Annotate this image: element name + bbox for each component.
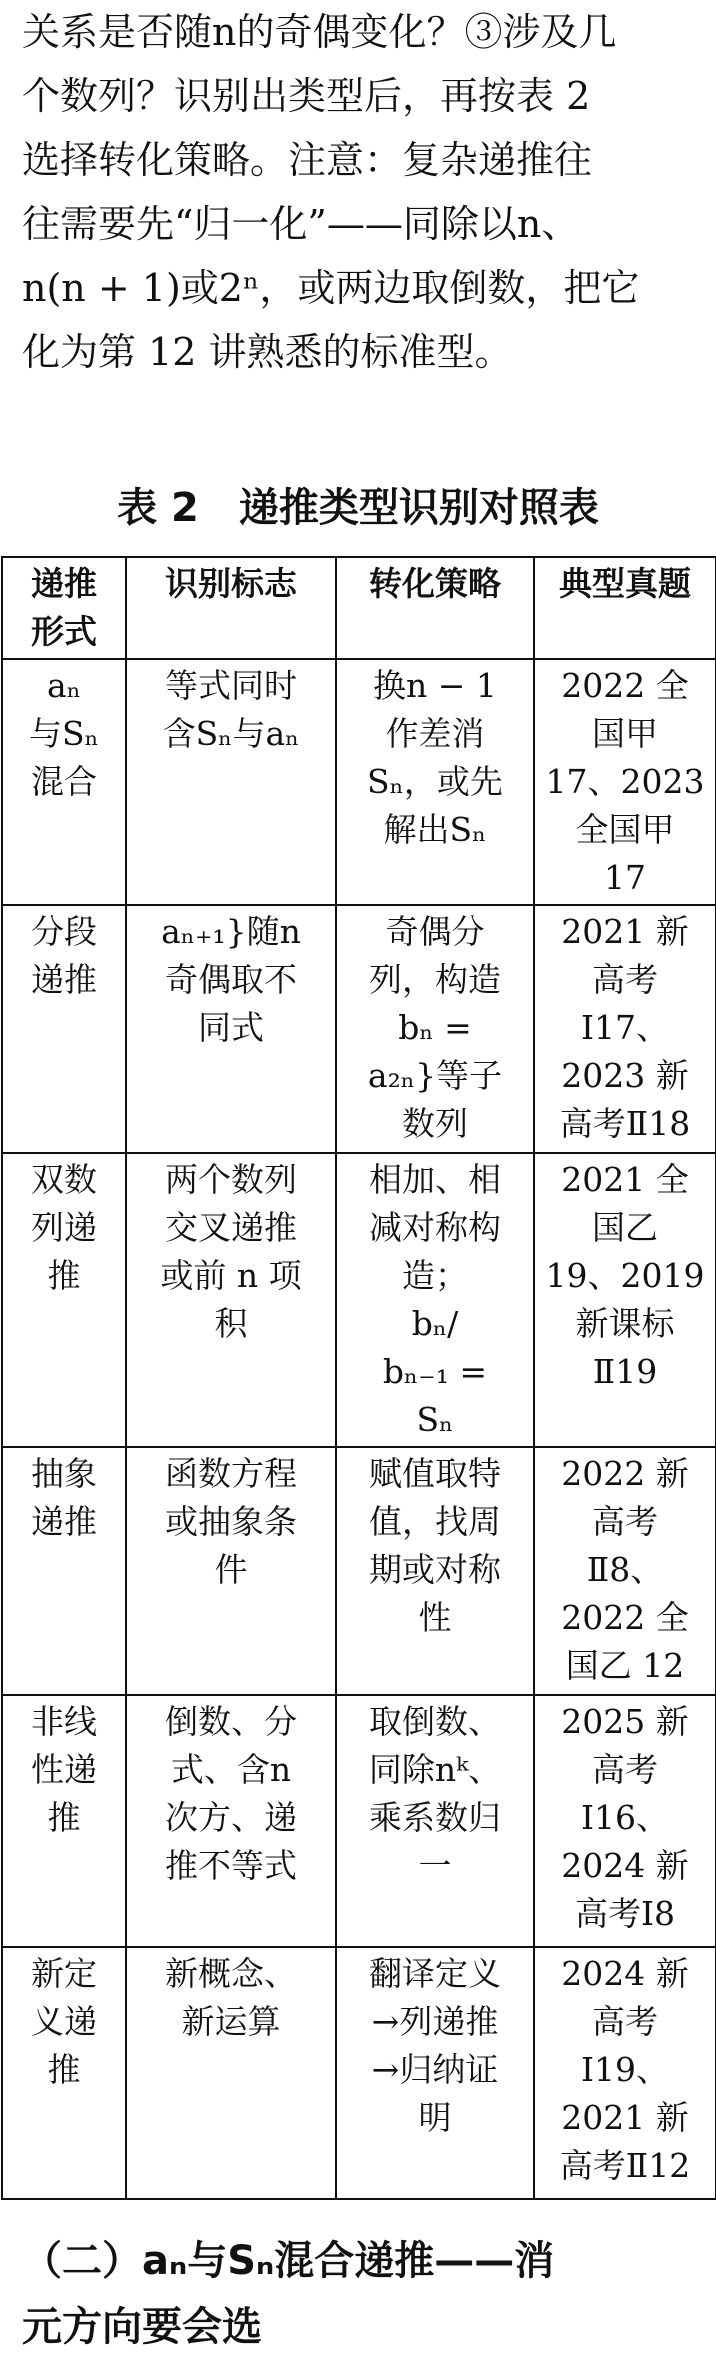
table-cell [336, 1447, 534, 1695]
table-cell-line: 非线 [31, 1702, 97, 1741]
table-cell-line: bₙ/ [411, 1304, 459, 1343]
table-cell-line: Ⅱ8、 [586, 1550, 664, 1589]
table-row [2, 1695, 716, 1947]
table-cell-line: 2024 新 [561, 1954, 689, 1993]
table-cell [534, 1447, 716, 1695]
table-cell-line: 换n − 1 [373, 666, 497, 705]
table-cell-line: 17、2023 [545, 762, 705, 801]
table-cell-line: 17 [604, 858, 646, 897]
header-cell-line: 典型真题 [559, 564, 691, 603]
table-cell-line: 高考 [592, 1750, 658, 1789]
section-heading [22, 2228, 702, 2360]
table-cell-line: 2024 新 [561, 1846, 689, 1885]
table-cell-line: 式、含n [170, 1750, 292, 1789]
table-cell-line: 含Sₙ与aₙ [162, 714, 300, 753]
table-cell-line: aₙ [47, 666, 81, 705]
intro-paragraph [22, 0, 702, 384]
table-cell-line: 交叉递推 [165, 1208, 297, 1247]
heading-line: 元方向要会选 [22, 2304, 262, 2350]
table-cell-line: 推 [47, 2050, 81, 2089]
table-cell-line: 高考Ⅱ18 [559, 1104, 691, 1143]
table-cell [336, 905, 534, 1153]
table-cell-line: 积 [214, 1304, 248, 1343]
table-cell-line: a₂ₙ}等子 [367, 1056, 503, 1095]
table-cell-line: 同除nᵏ、 [368, 1750, 502, 1789]
recursion-type-table [1, 556, 716, 2200]
table-cell-line: 2022 全 [561, 1598, 689, 1637]
table-cell [336, 1153, 534, 1447]
table-cell-line: 国甲 [592, 714, 658, 753]
table-cell-line: 值，找周 [369, 1502, 501, 1541]
table-cell-line: 推不等式 [165, 1846, 297, 1885]
paragraph-line: 化为第 12 讲熟悉的标准型。 [22, 330, 513, 374]
table-cell-line: 递推 [31, 960, 97, 999]
table-cell-line: 2022 全 [561, 666, 689, 705]
paragraph-line: 个数列？识别出类型后，再按表 2 [22, 74, 591, 118]
table-cell-line: 乘系数归 [369, 1798, 501, 1837]
table-cell-line: 两个数列 [165, 1160, 297, 1199]
table-row [2, 905, 716, 1153]
table-cell-line: 次方、递 [165, 1798, 297, 1837]
table-cell [2, 659, 126, 905]
paragraph-line: n(n + 1)或2ⁿ，或两边取倒数，把它 [22, 266, 640, 310]
table-cell-line: 国乙 [592, 1208, 658, 1247]
table-cell [126, 659, 336, 905]
table-cell [2, 1153, 126, 1447]
table-cell-line: Ⅰ17、 [580, 1008, 670, 1047]
table-cell-line: bₙ = [398, 1008, 472, 1047]
table-cell-line: aₙ₊₁}随n [161, 912, 301, 951]
table-cell-line: 递推 [31, 1502, 97, 1541]
table-cell-line: 高考 [592, 960, 658, 999]
header-cell [534, 557, 716, 659]
table-cell-line: 混合 [31, 762, 97, 801]
table-cell-line: 新课标 [575, 1304, 675, 1343]
table-cell-line: 2023 新 [561, 1056, 689, 1095]
table-cell-line: 推 [47, 1798, 81, 1837]
table-cell [2, 1447, 126, 1695]
table-cell-line: Sₙ [416, 1400, 454, 1439]
header-cell-line: 形式 [31, 612, 97, 651]
table-cell-line: 性递 [31, 1750, 97, 1789]
table-cell-line: 高考Ⅱ12 [559, 2146, 691, 2185]
table-cell [336, 659, 534, 905]
table-row [2, 1153, 716, 1447]
table-cell-line: 奇偶取不 [165, 960, 297, 999]
table-cell-line: 全国甲 [575, 810, 675, 849]
table-cell [336, 1947, 534, 2199]
header-cell-line: 识别标志 [165, 564, 297, 603]
table-cell-line: 分段 [31, 912, 97, 951]
table-cell [2, 1947, 126, 2199]
table-cell-line: 相加、相 [369, 1160, 501, 1199]
paragraph-line: 往需要先“归一化”——同除以n、 [22, 202, 580, 246]
table-cell-line: Sₙ，或先 [367, 762, 503, 801]
table-cell-line: 义递 [31, 2002, 97, 2041]
table-cell-line: Ⅰ16、 [580, 1798, 670, 1837]
table-cell-line: bₙ₋₁ = [382, 1352, 488, 1391]
table-cell-line: 双数 [31, 1160, 97, 1199]
table-cell-line: 解出Sₙ [383, 810, 487, 849]
table-cell-line: 高考Ⅰ8 [574, 1894, 676, 1933]
table-cell [336, 1695, 534, 1947]
table-header-row [2, 557, 716, 659]
table-row [2, 659, 716, 905]
paragraph-line: 关系是否随n的奇偶变化？③涉及几 [22, 10, 617, 54]
table-cell-line: Ⅱ19 [592, 1352, 658, 1391]
table-cell [126, 1695, 336, 1947]
paragraph-line: 选择转化策略。注意：复杂递推往 [22, 138, 593, 182]
header-cell [2, 557, 126, 659]
table-cell-line: 列递 [31, 1208, 97, 1247]
table-cell [126, 1153, 336, 1447]
table-cell-line: 倒数、分 [165, 1702, 297, 1741]
table-cell-line: 或前 n 项 [160, 1256, 302, 1295]
header-cell-line: 递推 [31, 564, 97, 603]
table-cell-line: 抽象 [31, 1454, 97, 1493]
table-title: 表 2 递推类型识别对照表 [117, 485, 599, 531]
table-cell-line: 明 [418, 2098, 452, 2137]
table-cell-line: 函数方程 [165, 1454, 297, 1493]
table-cell [534, 1695, 716, 1947]
table-cell-line: →归纳证 [371, 2050, 499, 2089]
table-cell-line: 2021 新 [561, 2098, 689, 2137]
table-cell-line: 等式同时 [165, 666, 297, 705]
table-cell-line: 数列 [402, 1104, 468, 1143]
table-cell-line: 或抽象条 [165, 1502, 297, 1541]
table-cell [126, 1447, 336, 1695]
table-cell-line: 2025 新 [561, 1702, 689, 1741]
table-cell-line: 一 [418, 1846, 452, 1885]
table-cell [534, 905, 716, 1153]
table-cell-line: 2022 新 [561, 1454, 689, 1493]
table-cell-line: 2021 新 [561, 912, 689, 951]
table-cell-line: Ⅰ19、 [580, 2050, 670, 2089]
table-cell-line: 推 [47, 1256, 81, 1295]
table-cell-line: 19、2019 [545, 1256, 705, 1295]
table-cell-line: 国乙 12 [565, 1646, 685, 1685]
table-cell-line: 件 [214, 1550, 248, 1589]
header-cell [336, 557, 534, 659]
table-cell [534, 1153, 716, 1447]
table-cell [126, 1947, 336, 2199]
table-row [2, 1947, 716, 2199]
table-cell-line: 造； [402, 1256, 468, 1295]
table-cell-line: 期或对称 [369, 1550, 501, 1589]
table-cell-line: 高考 [592, 2002, 658, 2041]
table-cell-line: 同式 [198, 1008, 264, 1047]
table-cell [534, 659, 716, 905]
table-cell [534, 1947, 716, 2199]
table-cell-line: 性 [418, 1598, 452, 1637]
table-cell-line: 翻译定义 [369, 1954, 501, 1993]
table-cell-line: 2021 全 [561, 1160, 689, 1199]
table-cell-line: 赋值取特 [369, 1454, 501, 1493]
heading-line: （二）aₙ与Sₙ混合递推——消 [22, 2238, 555, 2284]
table-cell-line: 新运算 [181, 2002, 281, 2041]
table-cell-line: 新概念、 [165, 1954, 297, 1993]
table-cell-line: 与Sₙ [29, 714, 99, 753]
table-cell-line: 取倒数、 [369, 1702, 501, 1741]
table-cell-line: 奇偶分 [385, 912, 485, 951]
header-cell-line: 转化策略 [369, 564, 501, 603]
table-row [2, 1447, 716, 1695]
table-cell-line: 高考 [592, 1502, 658, 1541]
table-cell-line: 列，构造 [369, 960, 501, 999]
table-cell [2, 1695, 126, 1947]
table-cell [126, 905, 336, 1153]
header-cell [126, 557, 336, 659]
table-cell-line: →列递推 [371, 2002, 499, 2041]
table-cell [2, 905, 126, 1153]
table-cell-line: 作差消 [385, 714, 485, 753]
table-cell-line: 新定 [31, 1954, 97, 1993]
table-cell-line: 减对称构 [369, 1208, 501, 1247]
